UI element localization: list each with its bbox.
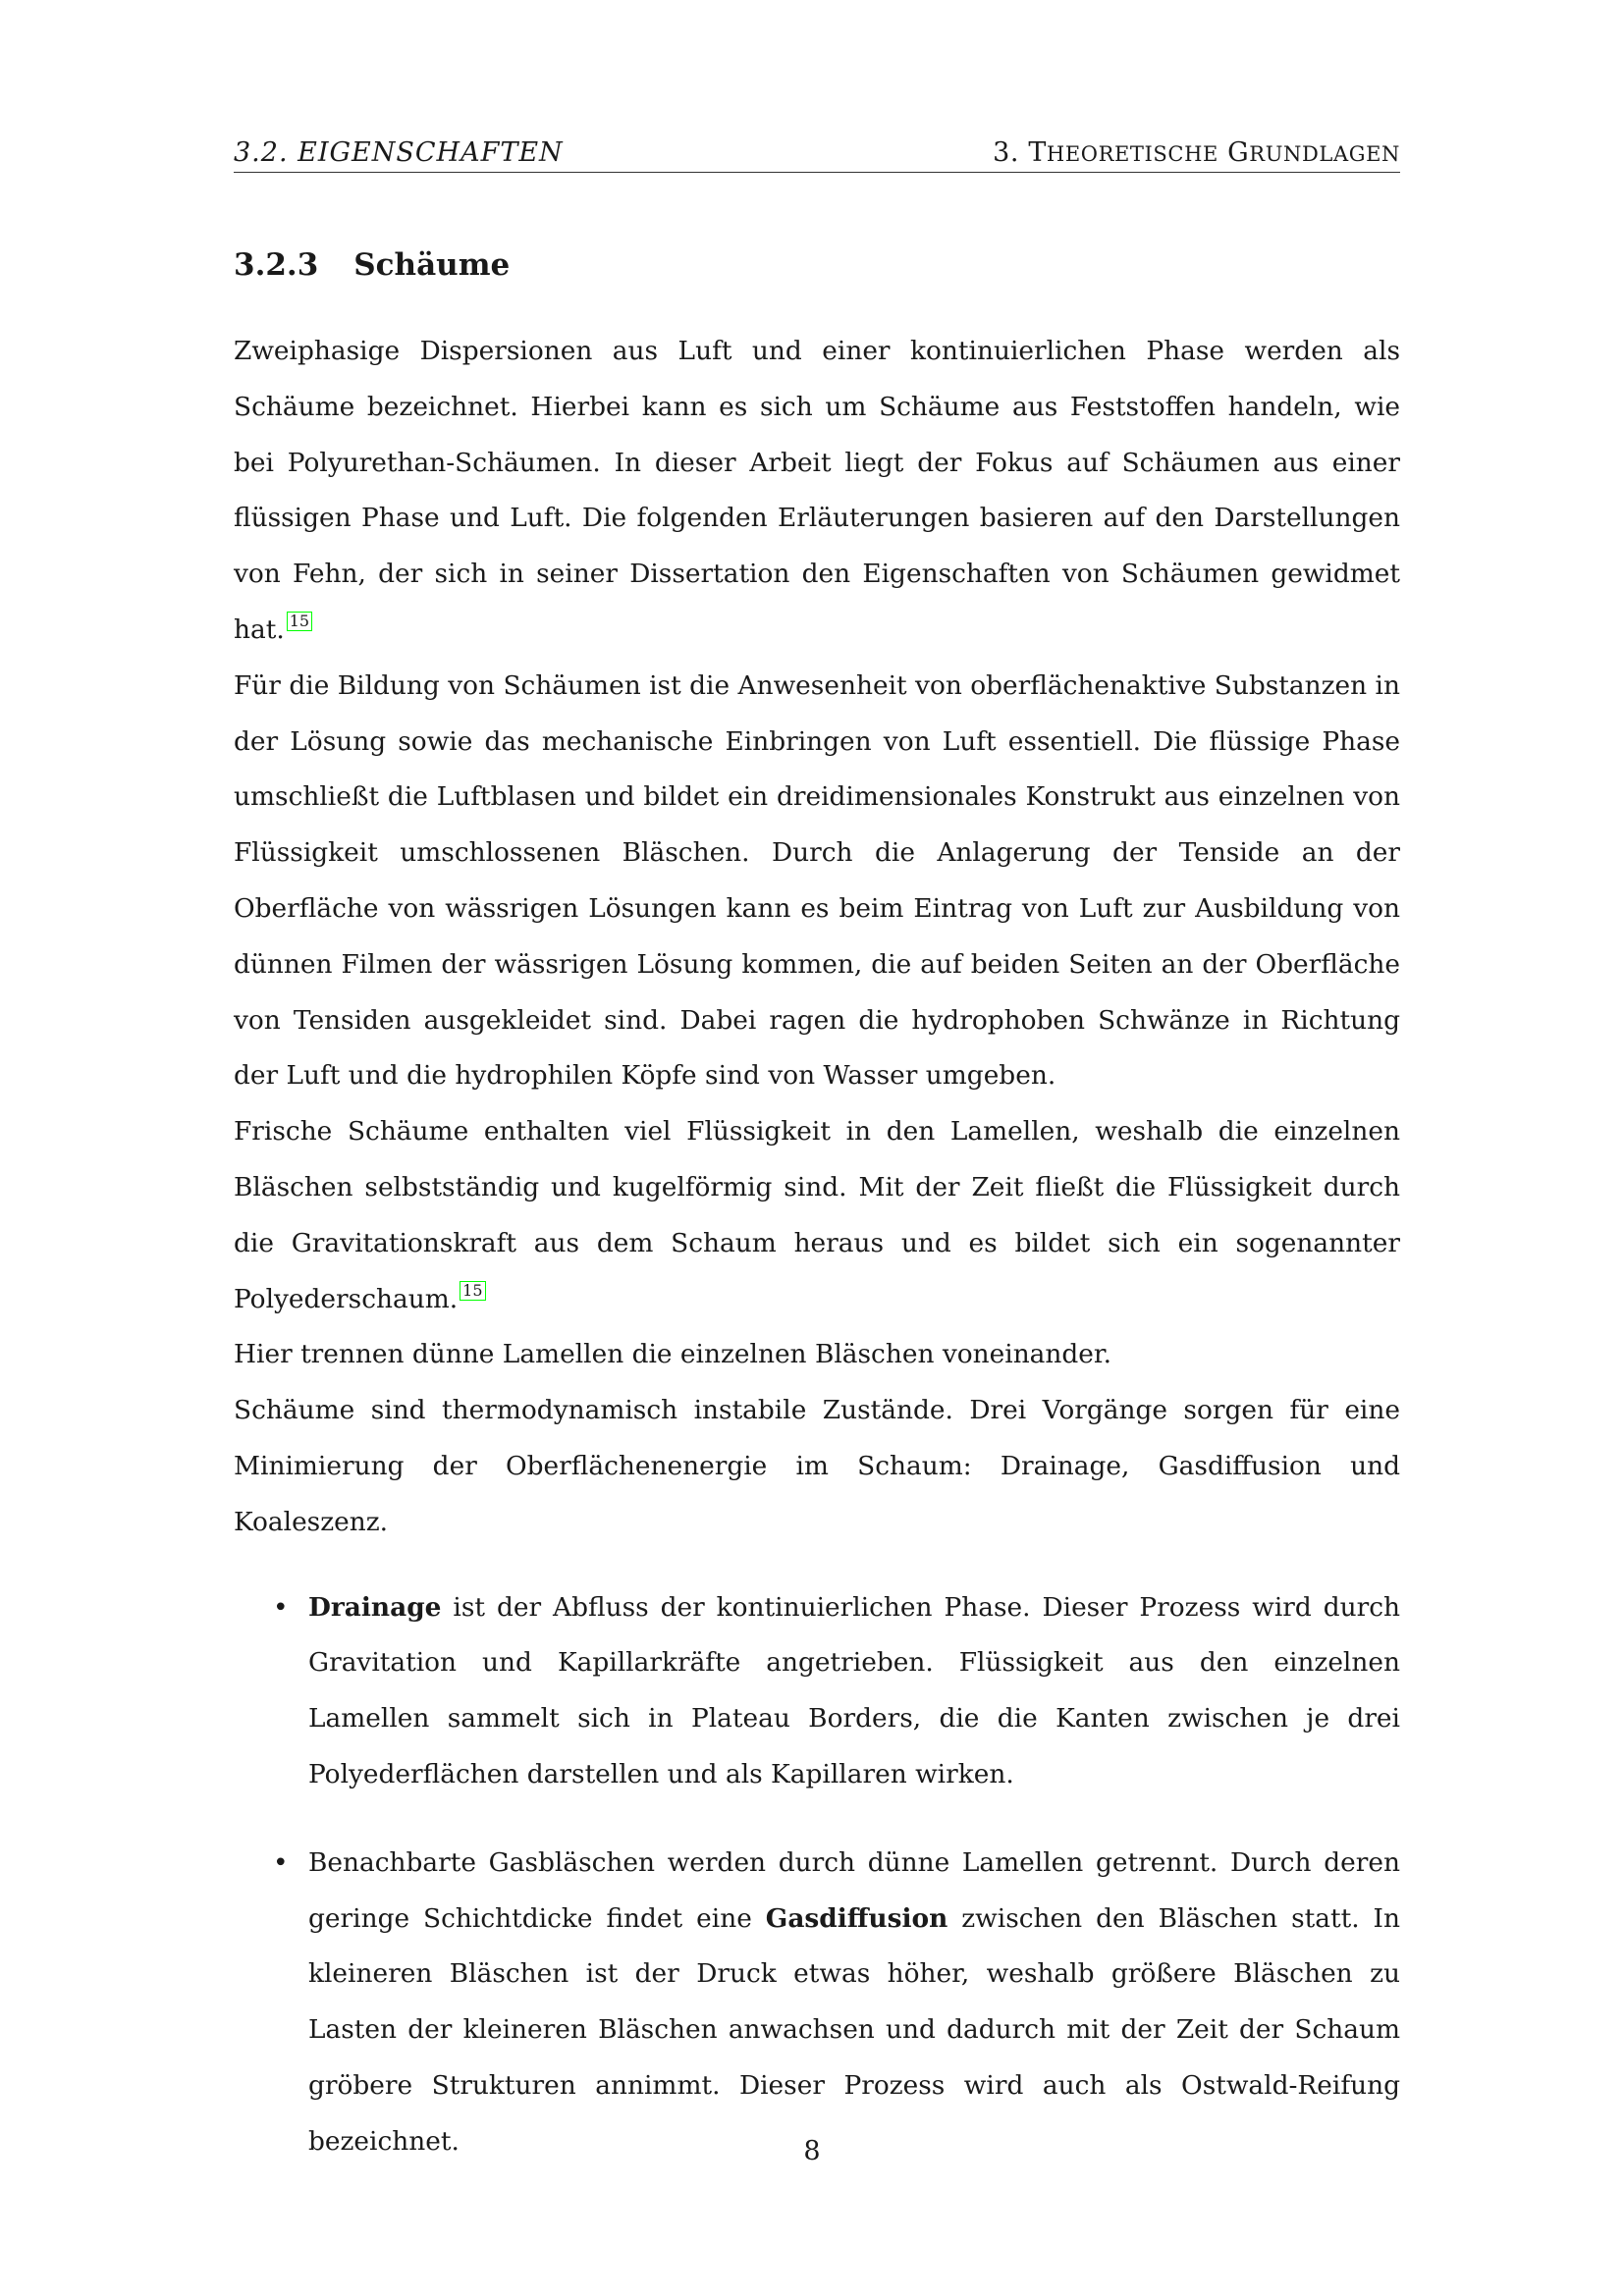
paragraph-2: Für die Bildung von Schäumen ist die Anwesenheit von oberflächenaktive Substanzen in der Lösung sowie das mechanische Einbringen von Luft essentiell. Die flüssige Phase umschließt die Luftblasen und bildet ein dreidimensionales Konstrukt aus einzelnen von Flüssigkeit umschlossenen Bläschen. Durch die Anlagerung der Tenside an der Oberfläche von wässrigen Lösungen kann es beim Eintrag von Luft zur Ausbildung von dünnen Filmen der wässrigen Lösung kommen, die auf beiden Seiten an der Oberfläche von Tensiden ausgekleidet sind. Dabei ragen die hydrophoben Schwänze in Richtung der Luft und die hydrophilen Köpfe sind von Wasser umgeben. bbox=[234, 669, 1400, 1092]
page-number: 8 bbox=[803, 2136, 821, 2166]
section-heading bbox=[234, 247, 510, 283]
header-chapter-initial-2: G bbox=[1227, 137, 1250, 168]
list-item-text: zwischen den Bläschen statt. In kleineren Bläschen ist der Druck etwas höher, weshalb größere Bläschen zu Lasten der kleineren Bläschen anwachsen und dadurch mit der Zeit der Schaum gröbere Strukturen annimmt. Dieser Prozess wird auch als Ostwald-Reifung bezeichnet. bbox=[308, 1902, 1400, 2157]
bullet-icon: • bbox=[273, 1846, 289, 1878]
footnote-reference[interactable]: 15 bbox=[460, 1281, 485, 1301]
header-chapter-number: 3. bbox=[993, 137, 1020, 168]
paragraph-3 bbox=[234, 1104, 1400, 1327]
header-section-label: 3.2. EIGENSCHAFTEN bbox=[234, 137, 564, 168]
list-item-text: Benachbarte Gasbläschen werden durch dünne Lamellen getrennt. Durch deren geringe Schichtdicke findet eine bbox=[308, 1846, 1400, 1934]
list-item-gasdiffusion bbox=[234, 1836, 1400, 2170]
footnote-reference[interactable]: 15 bbox=[287, 612, 312, 631]
paragraph-5: Schäume sind thermodynamisch instabile Zustände. Drei Vorgänge sorgen für eine Minimierung der Oberflächenenergie im Schaum: Drainage, Gasdiffusion und Koaleszenz. bbox=[234, 1395, 1400, 1537]
section-title: Schäume bbox=[353, 247, 511, 283]
list-item-drainage bbox=[234, 1580, 1400, 1803]
header-chapter-initial-1: T bbox=[1028, 137, 1047, 168]
header-chapter-rest-1: HEORETISCHE bbox=[1046, 142, 1218, 166]
term-drainage: Drainage bbox=[308, 1591, 442, 1623]
paragraph-3-text: Frische Schäume enthalten viel Flüssigkeit in den Lamellen, weshalb die einzelnen Bläschen selbstständig und kugelförmig sind. Mit der Zeit fließt die Flüssigkeit durch die Gravitationskraft aus dem Schaum heraus und es bildet sich ein sogenannter Polyederschaum. bbox=[234, 1116, 1400, 1314]
list-item-text: ist der Abfluss der kontinuierlichen Phase. Dieser Prozess wird durch Gravitation und Kapillarkräfte angetrieben. Flüssigkeit aus den einzelnen Lamellen sammelt sich in Plateau Borders, die die Kanten zwischen je drei Polyederflächen darstellen und als Kapillaren wirken. bbox=[308, 1591, 1400, 1789]
bullet-icon: • bbox=[273, 1591, 289, 1623]
section-number: 3.2.3 bbox=[234, 247, 319, 283]
running-header bbox=[234, 128, 1400, 173]
bullet-list bbox=[234, 1580, 1400, 2170]
paragraph-4: Hier trennen dünne Lamellen die einzelnen Bläschen voneinander. bbox=[234, 1339, 1112, 1370]
term-gasdiffusion: Gasdiffusion bbox=[765, 1902, 948, 1934]
header-chapter-rest-2: RUNDLAGEN bbox=[1249, 142, 1400, 166]
body-text bbox=[234, 324, 1400, 2203]
paragraph-1 bbox=[234, 324, 1400, 659]
paragraph-1-text: Zweiphasige Dispersionen aus Luft und einer kontinuierlichen Phase werden als Schäume bezeichnet. Hierbei kann es sich um Schäume aus Feststoffen handeln, wie bei Polyurethan-Schäumen. In dieser Arbeit liegt der Fokus auf Schäumen aus einer flüssigen Phase und Luft. Die folgenden Erläuterungen basieren auf den Darstellungen von Fehn, der sich in seiner Dissertation den Eigenschaften von Schäumen gewidmet hat. bbox=[234, 336, 1400, 645]
header-chapter-label bbox=[993, 137, 1400, 168]
